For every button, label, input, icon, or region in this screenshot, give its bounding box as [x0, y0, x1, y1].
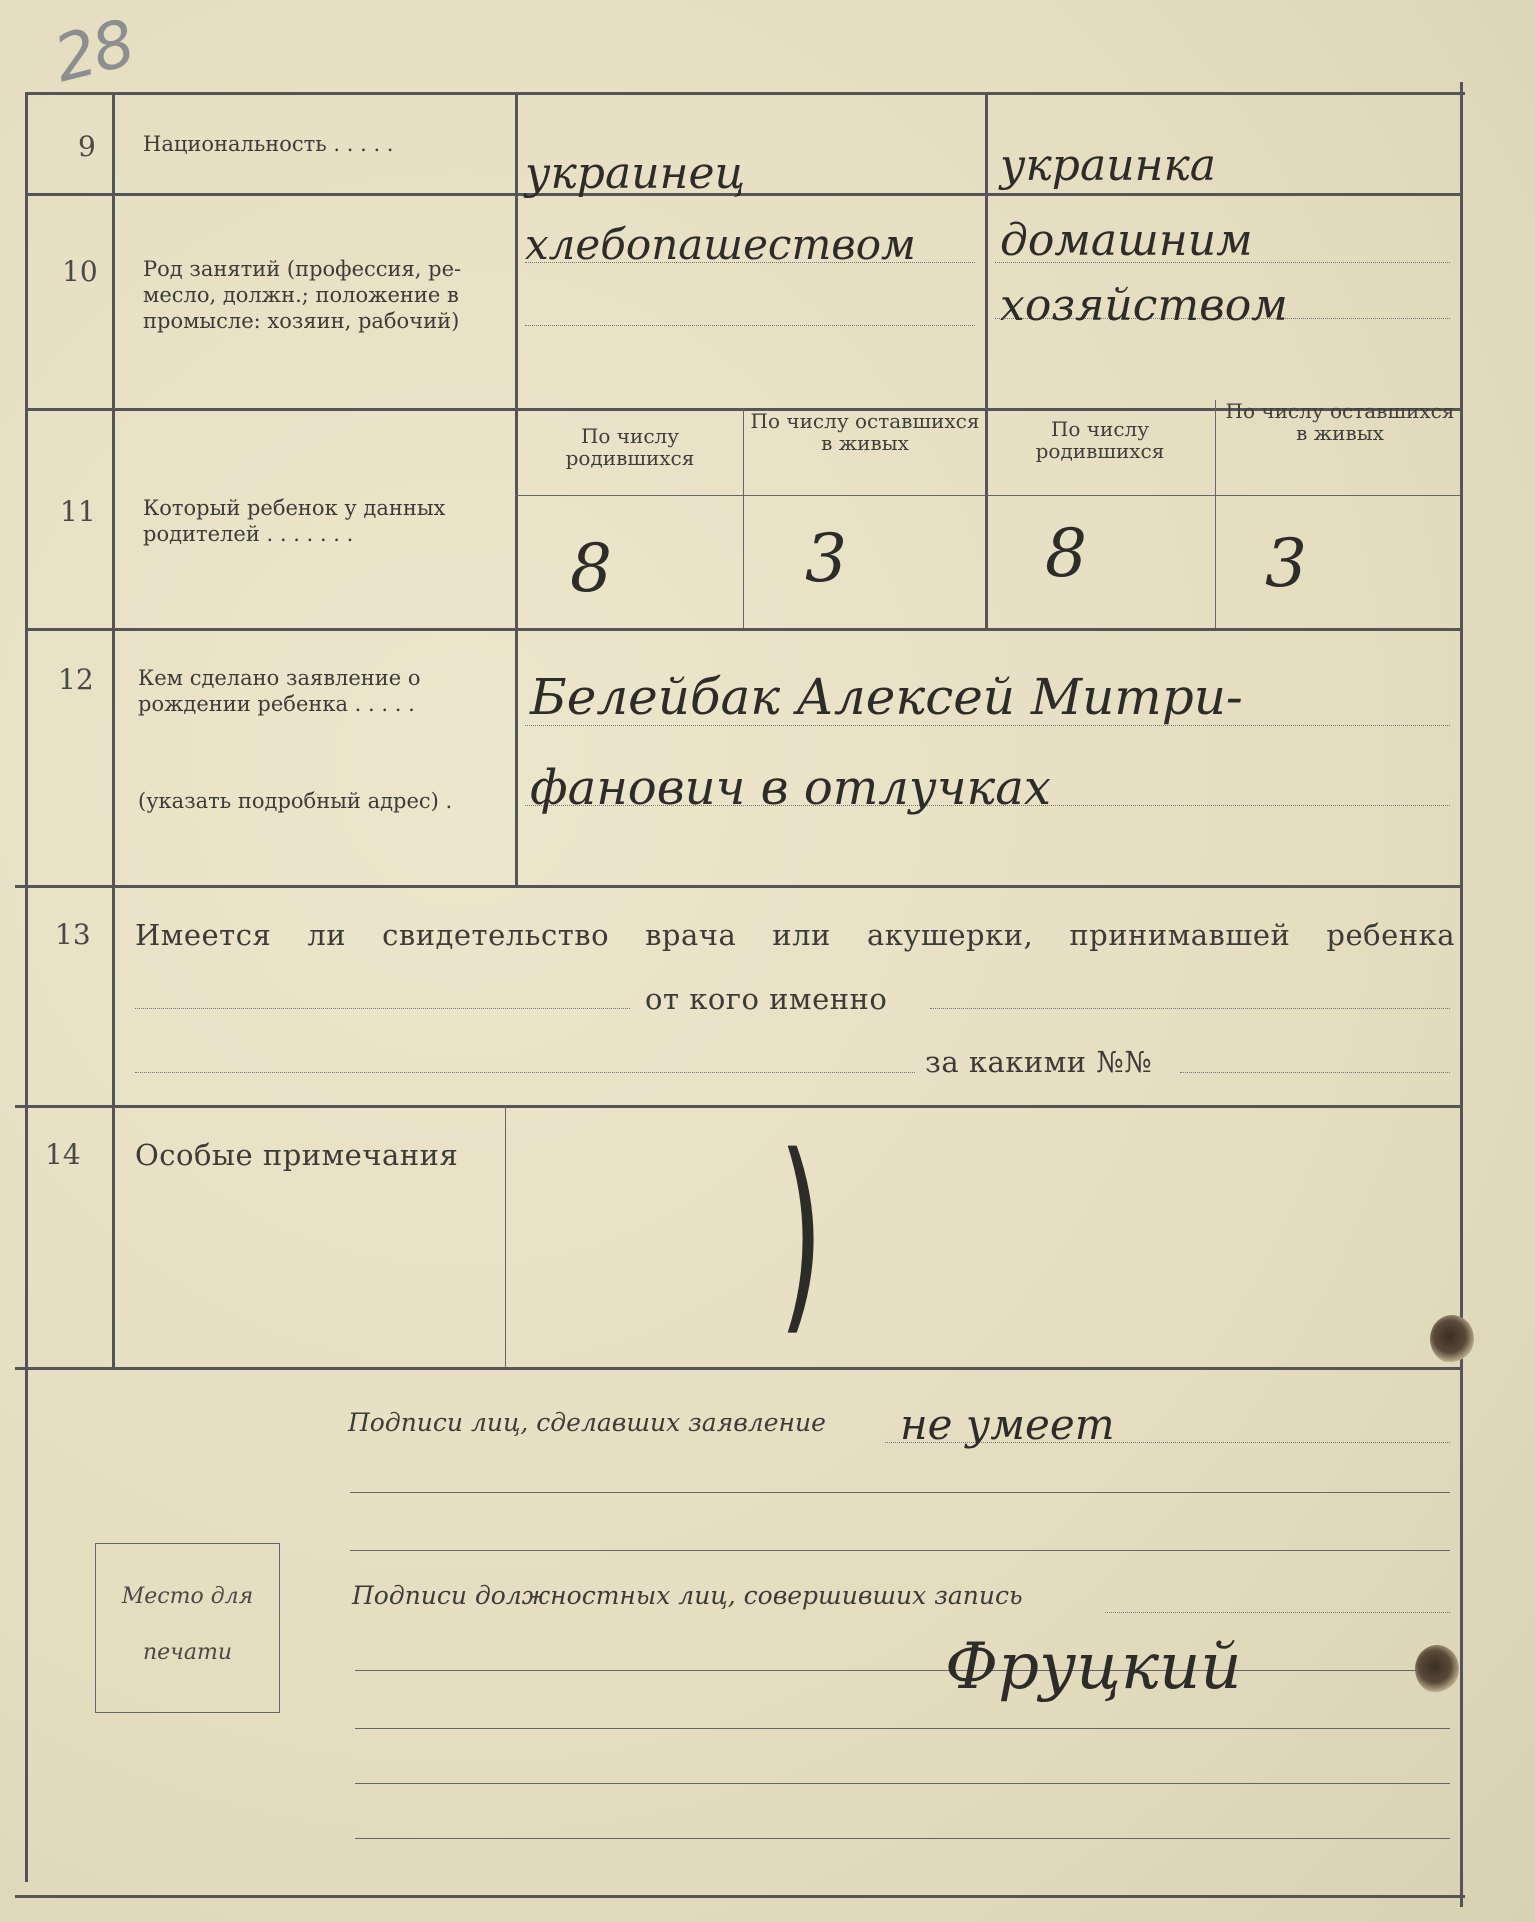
r13-line-a	[135, 1008, 630, 1009]
r11-divider-b	[1215, 400, 1216, 628]
applicants-signature-value: не умеет	[900, 1400, 1115, 1449]
row-14-bottom	[15, 1367, 1460, 1370]
applicants-line-2	[350, 1492, 1450, 1493]
row-12-bottom	[15, 885, 1460, 888]
officials-signature-label: Подписи должностных лиц, совершивших запись	[352, 1581, 1023, 1610]
parent-col-divider	[985, 92, 988, 628]
row-12-number: 12	[58, 663, 94, 696]
binding-hole-lower	[1415, 1645, 1459, 1693]
r11-mother-born-header: По числу родившихся	[1035, 417, 1165, 463]
frame-top	[25, 92, 1465, 95]
r11-mother-alive-header: По числу оставшихся в живых	[1225, 399, 1455, 445]
r13-line-b	[930, 1008, 1450, 1009]
r11-father-born-value: 8	[570, 530, 612, 607]
row-12-applicant-line-1: Белейбак Алексей Митри-	[530, 668, 1243, 726]
r11-father-alive-header: По числу оставшихся в живых	[750, 409, 980, 455]
row-14-number: 14	[45, 1138, 81, 1171]
row-12-address-label: (указать подробный адрес) .	[138, 789, 453, 813]
r11-mother-alive-value: 3	[1265, 525, 1307, 602]
r14-divider	[505, 1105, 506, 1367]
row-13-question: Имеется ли свидетельство врача или акушерки, принимавшей ребенка	[135, 918, 1455, 952]
row-13-number: 13	[55, 918, 91, 951]
applicants-signature-label: Подписи лиц, сделавших заявление	[348, 1408, 826, 1437]
row-10-mother-value-2: хозяйством	[1000, 280, 1288, 331]
frame-right	[1460, 82, 1463, 1907]
stamp-text-line-2: печати	[142, 1640, 233, 1665]
binding-hole-upper	[1430, 1315, 1474, 1363]
row-13-numbers: за какими №№	[925, 1045, 1153, 1079]
row-13-from-whom: от кого именно	[645, 982, 888, 1016]
page-number: 28	[47, 6, 141, 98]
row-11-bottom	[25, 628, 1460, 631]
row-9-mother-value: украинка	[1000, 140, 1217, 191]
row-9-number: 9	[78, 130, 96, 163]
row-9-father-value: украинец	[525, 148, 746, 199]
officials-line-5	[355, 1838, 1450, 1839]
row-10-mother-value-1: домашним	[1000, 215, 1253, 266]
r11-father-alive-value: 3	[805, 520, 847, 597]
row-10-father-value: хлебопашеством	[525, 220, 916, 269]
official-signature: Фруцкий	[945, 1630, 1242, 1704]
row-11-label: Который ребенок у данных родителей . . . . . . .	[143, 496, 446, 546]
officials-line-1	[1105, 1612, 1450, 1613]
officials-line-2	[355, 1670, 1450, 1671]
applicants-line-3	[350, 1550, 1450, 1551]
num-col-divider	[112, 92, 115, 1367]
row-14-label: Особые примечания	[135, 1138, 459, 1172]
row-10-label: Род занятий (профессия, ре-месло, должн.; положение в промысле: хозяин, рабочий)	[143, 257, 462, 333]
row-10-number: 10	[62, 255, 98, 288]
r13-line-c	[135, 1072, 915, 1073]
r10-father-line-2	[525, 325, 975, 326]
r11-father-born-header: По числу родившихся	[565, 424, 695, 470]
r11-divider-a	[743, 408, 744, 628]
frame-left	[25, 92, 28, 1882]
row-12-applicant-line-2: фанович в отлучках	[530, 760, 1051, 816]
r13-line-d	[1180, 1072, 1450, 1073]
r11-mother-born-value: 8	[1045, 515, 1087, 592]
stamp-placeholder	[95, 1543, 280, 1713]
row-11-number: 11	[60, 495, 96, 528]
officials-line-4	[355, 1783, 1450, 1784]
frame-bottom	[15, 1895, 1465, 1898]
label-col-divider	[515, 92, 518, 885]
row-9-label: Национальность . . . . .	[143, 132, 394, 156]
r11-header-line	[515, 495, 1460, 496]
row-12-label: Кем сделано заявление о рождении ребенка . . . . .	[138, 666, 421, 716]
row-13-bottom	[15, 1105, 1460, 1108]
officials-line-3	[355, 1728, 1450, 1729]
stamp-text-line-1: Место для	[121, 1584, 254, 1609]
row-14-mark: )	[778, 1110, 824, 1355]
